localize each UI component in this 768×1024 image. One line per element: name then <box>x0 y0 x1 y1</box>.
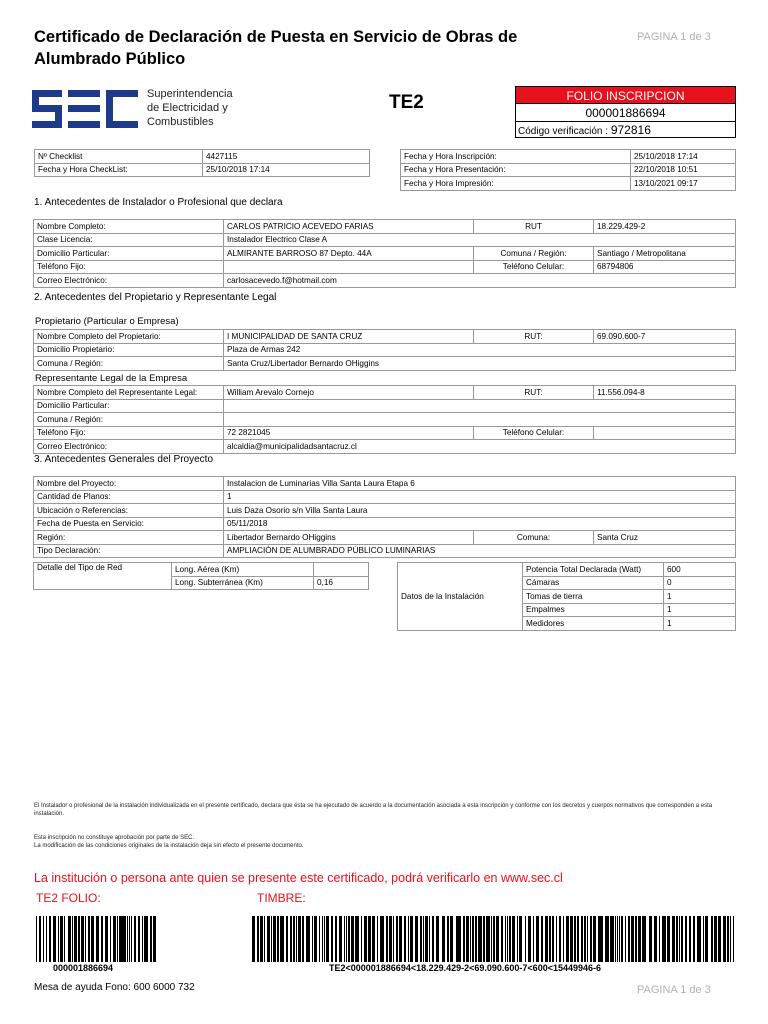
owner-address: Plaza de Armas 242 <box>224 343 736 357</box>
field-label: Comuna / Región: <box>474 247 594 261</box>
dates-table <box>400 149 736 191</box>
field-label: Long. Subterránea (Km) <box>172 576 314 590</box>
page-indicator-bottom: PAGINA 1 de 3 <box>637 984 711 996</box>
verification-code <box>515 122 736 138</box>
field-label: Nombre del Proyecto: <box>34 477 224 491</box>
installer-comuna: Santiago / Metropolitana <box>594 247 736 261</box>
field-label: Domicilio Particular: <box>34 399 224 413</box>
stamp-barcode-text: TE2<000001886694<18.229.429-2<69.090.600-7<600<15449946-6 <box>329 963 602 973</box>
sec-logo-icon <box>30 88 140 130</box>
checklist-value: 25/10/2018 17:14 <box>203 163 370 177</box>
folio-barcode-text: 000001886694 <box>53 963 114 973</box>
field-label: Nombre Completo: <box>34 220 224 234</box>
power-value: 600 <box>664 563 736 577</box>
field-label: Ubicación o Referencias: <box>34 504 224 518</box>
section-1-heading: 1. Antecedentes de Instalador o Profesional que declara <box>34 197 283 208</box>
checklist-label: Nº Checklist <box>35 150 203 164</box>
field-label: RUT <box>474 220 594 234</box>
folio-header: FOLIO INSCRIPCION <box>515 86 736 104</box>
installer-phone <box>224 260 474 274</box>
help-desk: Mesa de ayuda Fono: 600 6000 732 <box>34 982 195 993</box>
installer-address: ALMIRANTE BARROSO 87 Depto. 44A <box>224 247 474 261</box>
checklist-table <box>34 149 370 177</box>
rep-comuna <box>224 413 736 427</box>
project-region: Libertador Bernardo OHiggins <box>224 531 474 545</box>
field-label: Teléfono Fijo: <box>34 426 224 440</box>
field-label: Teléfono Celular: <box>474 426 594 440</box>
modification-note: La modificación de las condiciones originales de la instalación deja sin efecto el presente documento. <box>34 843 304 849</box>
page-indicator-top: PAGINA 1 de 3 <box>637 31 711 43</box>
underground-length: 0,16 <box>314 576 369 590</box>
rep-mobile <box>594 426 736 440</box>
dates-value: 13/10/2021 09:17 <box>631 177 736 191</box>
installer-rut: 18.229.429-2 <box>594 220 736 234</box>
field-label: Long. Aérea (Km) <box>172 563 314 577</box>
rep-rut: 11.556.094-8 <box>594 386 736 400</box>
te2-label: TE2 <box>389 92 424 113</box>
dates-label: Fecha y Hora Inscripción: <box>401 150 631 164</box>
field-label: Detalle del Tipo de Red <box>34 563 172 590</box>
field-label: Cantidad de Planos: <box>34 490 224 504</box>
field-label: Potencia Total Declarada (Watt) <box>523 563 664 577</box>
document-title: Certificado de Declaración de Puesta en Servicio de Obras de Alumbrado Público <box>34 28 518 68</box>
stamp-barcode <box>252 916 736 962</box>
field-label: Tipo Declaración: <box>34 544 224 558</box>
dates-label: Fecha y Hora Impresión: <box>401 177 631 191</box>
owner-rut: 69.090.600-7 <box>594 330 736 344</box>
installer-name: CARLOS PATRICIO ACEVEDO FARIAS <box>224 220 474 234</box>
installer-table <box>33 219 736 288</box>
rep-email: alcaldia@municipalidadsantacruz.cl <box>224 440 736 454</box>
project-name: Instalacion de Luminarias Villa Santa Laura Etapa 6 <box>224 477 736 491</box>
ground-value: 1 <box>664 590 736 604</box>
field-label: Domicilio Propietario: <box>34 343 224 357</box>
owner-table <box>33 329 736 371</box>
code-value: 972816 <box>610 123 651 137</box>
declaration-note: El Instalador o profesional de la instalación individualizada en el presente certificado, declara que ésta se ha ejecutado de acuerdo a la documentación asociada a esta inscripción y conforme con los decretos y cuerpos normativos que corresponden a esta instalación. <box>34 803 713 817</box>
owner-comuna: Santa Cruz/Libertador Bernardo OHiggins <box>224 357 736 371</box>
section-2-heading: 2. Antecedentes del Propietario y Representante Legal <box>34 292 277 303</box>
field-label: Medidores <box>523 617 664 631</box>
field-label: Cámaras <box>523 576 664 590</box>
project-location: Luis Daza Osorio s/n Villa Santa Laura <box>224 504 736 518</box>
rep-address <box>224 399 736 413</box>
project-comuna: Santa Cruz <box>594 531 736 545</box>
project-date: 05/11/2018 <box>224 517 736 531</box>
field-label: Correo Electrónico: <box>34 440 224 454</box>
field-label: Tomas de tierra <box>523 590 664 604</box>
checklist-label: Fecha y Hora CheckList: <box>35 163 203 177</box>
rep-phone: 72 2821045 <box>224 426 474 440</box>
field-label: Comuna / Región: <box>34 413 224 427</box>
folio-barcode <box>35 916 157 962</box>
te2-folio-label: TE2 FOLIO: <box>36 891 101 905</box>
splices-value: 1 <box>664 603 736 617</box>
dates-value: 25/10/2018 17:14 <box>631 150 736 164</box>
field-label: Comuna: <box>474 531 594 545</box>
network-table <box>33 562 369 590</box>
logo-line-2: de Electricidad y <box>147 102 228 114</box>
field-label: Datos de la Instalación <box>398 563 523 631</box>
field-label: Fecha de Puesta en Servicio: <box>34 517 224 531</box>
representative-table <box>33 385 736 454</box>
installer-email: carlosacevedo.f@hotmail.com <box>224 274 736 288</box>
field-label: Comuna / Región: <box>34 357 224 371</box>
timbre-label: TIMBRE: <box>257 891 306 905</box>
field-label: Domicilio Particular: <box>34 247 224 261</box>
checklist-value: 4427115 <box>203 150 370 164</box>
folio-number: 000001886694 <box>515 104 736 122</box>
logo-line-1: Superintendencia <box>147 88 233 100</box>
dates-value: 22/10/2018 10:51 <box>631 163 736 177</box>
code-label: Código verificación : <box>518 126 609 137</box>
field-label: Correo Electrónico: <box>34 274 224 288</box>
logo-text <box>147 87 233 129</box>
field-label: Nombre Completo del Representante Legal: <box>34 386 224 400</box>
installation-table <box>397 562 736 631</box>
field-label: Clase Licencia: <box>34 233 224 247</box>
field-label: Empalmes <box>523 603 664 617</box>
field-label: RUT: <box>474 386 594 400</box>
project-table <box>33 476 736 558</box>
rep-heading: Representante Legal de la Empresa <box>35 373 188 384</box>
field-label: RUT: <box>474 330 594 344</box>
declaration-type: AMPLIACIÓN DE ALUMBRADO PÚBLICO LUMINARIAS <box>224 544 736 558</box>
verify-text: La institución o persona ante quien se presente este certificado, podrá verificarlo en www.sec.cl <box>34 871 563 885</box>
section-3-heading: 3. Antecedentes Generales del Proyecto <box>34 454 214 465</box>
owner-name: I MUNICIPALIDAD DE SANTA CRUZ <box>224 330 474 344</box>
cameras-value: 0 <box>664 576 736 590</box>
field-label: Teléfono Fijo: <box>34 260 224 274</box>
logo-line-3: Combustibles <box>147 116 214 128</box>
rep-name: William Arevalo Cornejo <box>224 386 474 400</box>
dates-label: Fecha y Hora Presentación: <box>401 163 631 177</box>
project-plans: 1 <box>224 490 736 504</box>
owner-heading: Propietario (Particular o Empresa) <box>35 316 179 327</box>
meters-value: 1 <box>664 617 736 631</box>
aerial-length <box>314 563 369 577</box>
folio-box <box>515 86 736 138</box>
installer-mobile: 68794806 <box>594 260 736 274</box>
field-label: Región: <box>34 531 224 545</box>
installer-license: Instalador Electrico Clase A <box>224 233 736 247</box>
field-label: Nombre Completo del Propietario: <box>34 330 224 344</box>
approval-note: Esta inscripción no constituye aprobación por parte de SEC. <box>34 835 195 841</box>
field-label: Teléfono Celular: <box>474 260 594 274</box>
